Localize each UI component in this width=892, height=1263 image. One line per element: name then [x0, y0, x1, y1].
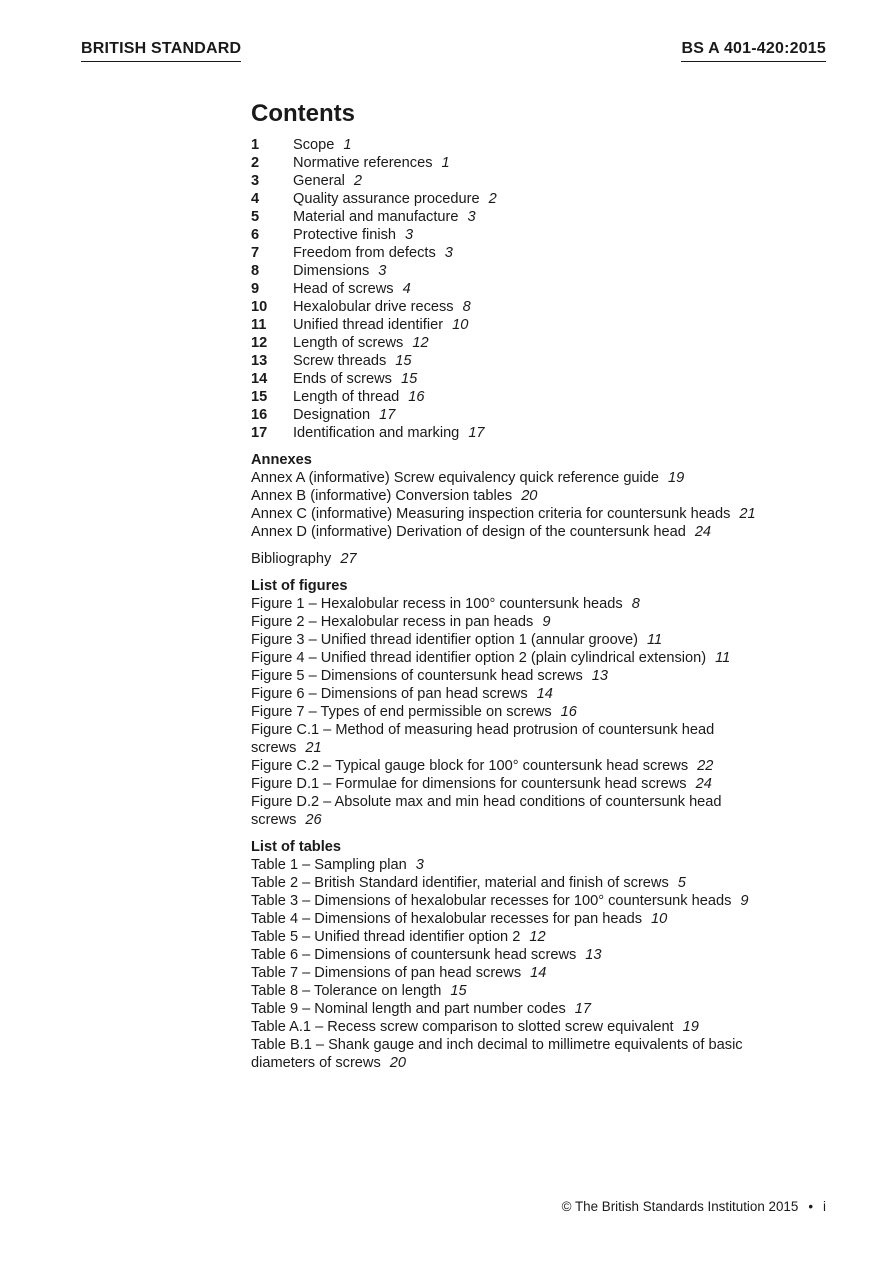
toc-entry-annex[interactable] — [251, 505, 851, 523]
clause-list — [251, 136, 851, 442]
entry-title: Annex D (informative) Derivation of design of the countersunk head — [251, 524, 686, 540]
toc-entry-table[interactable] — [251, 982, 851, 1000]
entry-page: 21 — [739, 506, 756, 522]
entry-title: Table 5 – Unified thread identifier option 2 — [251, 929, 521, 945]
entry-title: Figure C.2 – Typical gauge block for 100° countersunk head screws — [251, 758, 689, 774]
toc-entry-figure[interactable] — [251, 595, 851, 613]
entry-title: Hexalobular drive recess — [293, 299, 454, 315]
table-list — [251, 856, 851, 1072]
entry-page: 10 — [452, 317, 469, 333]
entry-title: Designation — [293, 407, 371, 423]
entry-title: Head of screws — [293, 281, 394, 297]
entry-page: 11 — [715, 650, 731, 666]
clause-number: 15 — [251, 389, 268, 405]
toc-entry-figure[interactable] — [251, 685, 851, 703]
entry-page: 2 — [353, 173, 363, 189]
entry-page: 1 — [343, 137, 352, 153]
entry-page: 17 — [468, 425, 485, 441]
entry-title: Table A.1 – Recess screw comparison to slotted screw equivalent — [251, 1019, 674, 1035]
entry-page: 10 — [651, 911, 668, 927]
entry-title: Figure D.1 – Formulae for dimensions for countersunk head screws — [251, 776, 687, 792]
entry-title: Table 7 – Dimensions of pan head screws — [251, 965, 522, 981]
toc-entry-figure[interactable] — [251, 757, 851, 775]
entry-page: 19 — [668, 470, 685, 486]
clause-number: 17 — [251, 425, 268, 441]
toc-entry-clause[interactable] — [251, 262, 851, 280]
entry-title: Figure 7 – Types of end permissible on screws — [251, 704, 552, 720]
entry-title: Length of screws — [293, 335, 404, 351]
entry-page: 20 — [521, 488, 538, 504]
entry-page: 17 — [379, 407, 396, 423]
entry-page: 3 — [467, 209, 476, 225]
entry-title: Figure 5 – Dimensions of countersunk head screws — [251, 668, 583, 684]
clause-number: 9 — [251, 281, 260, 297]
entry-title: Figure 2 – Hexalobular recess in pan heads — [251, 614, 534, 630]
toc-entry-figure[interactable] — [251, 613, 851, 631]
toc-entry-table[interactable] — [251, 928, 851, 946]
page-footer — [562, 1199, 826, 1214]
entry-page: 4 — [402, 281, 411, 297]
tables-heading: List of tables — [251, 839, 342, 855]
entry-title: Figure 3 – Unified thread identifier option 1 (annular groove) — [251, 632, 638, 648]
entry-page: 12 — [529, 929, 546, 945]
toc-entry-table[interactable] — [251, 1036, 781, 1072]
entry-title: Freedom from defects — [293, 245, 436, 261]
entry-page: 14 — [530, 965, 547, 981]
entry-page: 14 — [536, 686, 553, 702]
toc-entry-annex[interactable] — [251, 487, 851, 505]
entry-title: Dimensions — [293, 263, 370, 279]
toc-entry-clause[interactable] — [251, 172, 851, 190]
toc-entry-annex[interactable] — [251, 469, 851, 487]
clause-number: 7 — [251, 245, 260, 261]
entry-title: Table 4 – Dimensions of hexalobular recesses for pan heads — [251, 911, 643, 927]
entry-title: Table 8 – Tolerance on length — [251, 983, 442, 999]
entry-title: Figure 4 – Unified thread identifier option 2 (plain cylindrical extension) — [251, 650, 707, 666]
clause-number: 12 — [251, 335, 268, 351]
clause-number: 11 — [251, 317, 267, 333]
clause-number: 8 — [251, 263, 260, 279]
tables-section — [251, 838, 851, 1072]
document-header-label: BRITISH STANDARD — [81, 40, 241, 62]
annexes-heading: Annexes — [251, 452, 312, 468]
entry-title: Figure D.2 – Absolute max and min head conditions of countersunk head screws — [251, 794, 722, 828]
toc-entry-clause[interactable] — [251, 244, 851, 262]
entry-title: Annex B (informative) Conversion tables — [251, 488, 513, 504]
entry-title: Screw threads — [293, 353, 387, 369]
entry-title: Annex A (informative) Screw equivalency quick reference guide — [251, 470, 660, 486]
entry-title: Normative references — [293, 155, 433, 171]
toc-entry-figure[interactable] — [251, 631, 851, 649]
toc-entry-table[interactable] — [251, 910, 851, 928]
toc-entry-clause[interactable] — [251, 154, 851, 172]
entry-title: Figure 6 – Dimensions of pan head screws — [251, 686, 528, 702]
entry-page: 12 — [412, 335, 429, 351]
entry-page: 15 — [395, 353, 412, 369]
entry-page: 27 — [340, 551, 357, 567]
table-of-contents — [251, 99, 851, 1072]
entry-page: 9 — [542, 614, 551, 630]
entry-page: 3 — [378, 263, 387, 279]
toc-entry-clause[interactable] — [251, 388, 851, 406]
entry-page: 15 — [400, 371, 418, 387]
toc-entry-bibliography[interactable] — [251, 550, 851, 568]
toc-entry-clause[interactable] — [251, 226, 851, 244]
entry-page: 19 — [682, 1019, 699, 1035]
entry-page: 22 — [697, 758, 714, 774]
entry-title: Bibliography — [251, 551, 332, 567]
entry-title: Table B.1 – Shank gauge and inch decimal to millimetre equivalents of basic diameters of screws — [251, 1037, 743, 1071]
figures-section — [251, 577, 851, 829]
clause-number: 10 — [251, 299, 268, 315]
annexes-section — [251, 451, 851, 541]
entry-page: 20 — [389, 1055, 406, 1071]
entry-page: 21 — [305, 740, 322, 756]
entry-page: 2 — [488, 191, 497, 207]
figure-list — [251, 595, 851, 829]
toc-entry-table[interactable] — [251, 1018, 851, 1036]
toc-entry-table[interactable] — [251, 1000, 851, 1018]
clause-number: 1 — [251, 137, 260, 153]
entry-title: Unified thread identifier — [293, 317, 444, 333]
page-title: Contents — [251, 100, 355, 127]
toc-entry-table[interactable] — [251, 856, 851, 874]
entry-title: Figure 1 – Hexalobular recess in 100° countersunk heads — [251, 596, 623, 612]
entry-title: Ends of screws — [293, 371, 392, 387]
entry-title: Identification and marking — [293, 425, 460, 441]
entry-page: 17 — [574, 1001, 592, 1017]
entry-title: Annex C (informative) Measuring inspection criteria for countersunk heads — [251, 506, 731, 522]
entry-title: Table 1 – Sampling plan — [251, 857, 407, 873]
entry-page: 24 — [694, 524, 712, 540]
page-number: i — [823, 1199, 826, 1214]
entry-page: 8 — [462, 299, 471, 315]
entry-title: Table 2 – British Standard identifier, material and finish of screws — [251, 875, 669, 891]
clause-number: 5 — [251, 209, 260, 225]
entry-page: 24 — [695, 776, 712, 792]
entry-page: 3 — [405, 227, 414, 243]
clause-number: 6 — [251, 227, 260, 243]
clause-number: 16 — [251, 407, 268, 423]
toc-entry-clause[interactable] — [251, 316, 851, 334]
standard-number: BS A 401-420:2015 — [681, 40, 826, 62]
toc-entry-figure[interactable] — [251, 793, 781, 829]
entry-page: 13 — [591, 668, 608, 684]
entry-title: Scope — [293, 137, 335, 153]
toc-entry-clause[interactable] — [251, 208, 851, 226]
entry-page: 1 — [441, 155, 450, 171]
toc-entry-table[interactable] — [251, 874, 851, 892]
toc-entry-table[interactable] — [251, 964, 851, 982]
toc-entry-clause[interactable] — [251, 352, 851, 370]
toc-entry-clause[interactable] — [251, 190, 851, 208]
toc-entry-figure[interactable] — [251, 649, 851, 667]
toc-entry-clause[interactable] — [251, 424, 851, 442]
entry-title: Length of thread — [293, 389, 400, 405]
entry-title: Table 3 – Dimensions of hexalobular recesses for 100° countersunk heads — [251, 893, 732, 909]
entry-page: 26 — [305, 812, 322, 828]
entry-page: 16 — [408, 389, 425, 405]
toc-entry-clause[interactable] — [251, 334, 851, 352]
toc-entry-annex[interactable] — [251, 523, 851, 541]
toc-entry-figure[interactable] — [251, 721, 781, 757]
footer-bullet: • — [808, 1199, 814, 1214]
toc-entry-clause[interactable] — [251, 280, 851, 298]
clause-number: 2 — [251, 155, 260, 171]
clause-number: 13 — [251, 353, 268, 369]
entry-title: Material and manufacture — [293, 209, 459, 225]
entry-title: Table 9 – Nominal length and part number codes — [251, 1001, 566, 1017]
clause-number: 3 — [251, 173, 260, 189]
entry-title: Table 6 – Dimensions of countersunk head screws — [251, 947, 577, 963]
figures-heading: List of figures — [251, 578, 348, 594]
clause-number: 14 — [251, 371, 268, 387]
entry-page: 5 — [677, 875, 686, 891]
annex-list — [251, 469, 851, 541]
entry-page: 11 — [646, 632, 663, 648]
entry-title: Figure C.1 – Method of measuring head protrusion of countersunk head screws — [251, 722, 715, 756]
entry-title: Protective finish — [293, 227, 397, 243]
entry-title: General — [293, 173, 345, 189]
entry-title: Quality assurance procedure — [293, 191, 480, 207]
toc-entry-table[interactable] — [251, 892, 851, 910]
entry-page: 3 — [444, 245, 453, 261]
entry-page: 3 — [415, 857, 424, 873]
toc-entry-clause[interactable] — [251, 406, 851, 424]
entry-page: 15 — [450, 983, 467, 999]
toc-entry-figure[interactable] — [251, 775, 851, 793]
copyright-notice: © The British Standards Institution 2015 — [561, 1199, 799, 1214]
toc-entry-table[interactable] — [251, 946, 851, 964]
entry-page: 9 — [740, 893, 749, 909]
clause-number: 4 — [251, 191, 260, 207]
toc-entry-figure[interactable] — [251, 667, 851, 685]
bibliography-section — [251, 550, 851, 568]
toc-entry-clause[interactable] — [251, 370, 851, 388]
entry-page: 13 — [585, 947, 602, 963]
toc-entry-clause[interactable] — [251, 298, 851, 316]
toc-entry-figure[interactable] — [251, 703, 851, 721]
entry-page: 8 — [631, 596, 640, 612]
toc-entry-clause[interactable] — [251, 136, 851, 154]
entry-page: 16 — [560, 704, 577, 720]
